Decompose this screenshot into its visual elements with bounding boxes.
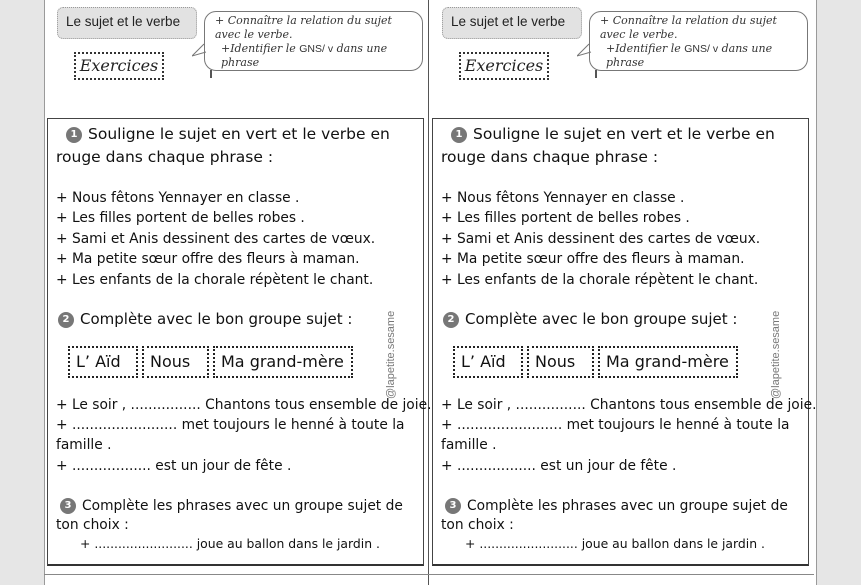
ex3-line1: Complète les phrases avec un groupe sujet de — [82, 498, 403, 514]
exercises-label: Exercices — [459, 52, 549, 80]
exercise-1-instruction — [56, 123, 421, 169]
ex1-line1: Souligne le sujet en vert et le verbe en — [88, 125, 390, 143]
choice-grand-mere: Ma grand-mère — [213, 346, 353, 378]
objectives-bubble — [204, 11, 423, 71]
ex3-line2: ton choix : — [441, 517, 514, 533]
fill-sentence-2: + ........................ met toujours le henné à toute la — [56, 417, 405, 433]
fill-sentence-3: + .................. est un jour de fête . — [441, 458, 677, 474]
objective-2 — [215, 42, 416, 70]
bubble-tick — [595, 70, 597, 78]
fill-sentence-1: + Le soir , ................ Chantons tous ensemble de joie. — [441, 397, 817, 413]
watermark: @lapetite.sesame — [385, 310, 397, 399]
worksheet-right — [429, 0, 817, 585]
sentence-1: + Nous fêtons Yennayer en classe . — [56, 190, 300, 206]
ex3-line1: Complète les phrases avec un groupe sujet de — [467, 498, 788, 514]
exercise-1-number: 1 — [66, 127, 82, 143]
exercise-2-instruction — [443, 310, 738, 328]
objective-2-post: dans une phrase — [221, 42, 388, 69]
sentence-4: + Ma petite sœur offre des fleurs à maman. — [441, 251, 745, 267]
footer-line — [429, 574, 814, 575]
objective-2-gns: GNS/ v — [299, 43, 334, 55]
sentence-5: + Les enfants de la chorale répètent le chant. — [441, 272, 759, 288]
exercise-box — [432, 118, 817, 566]
objective-1-cont: avec le verbe. — [600, 28, 678, 41]
fill-sentence-2: + ........................ met toujours le henné à toute la — [441, 417, 790, 433]
fill-sentence-2-cont: famille . — [56, 437, 112, 453]
objective-2 — [600, 42, 801, 70]
objective-2-post: dans une phrase — [606, 42, 773, 69]
exercise-3-sentence: + ......................... joue au ballon dans le jardin . — [80, 536, 380, 551]
ex2-text: Complète avec le bon groupe sujet : — [80, 310, 353, 328]
exercise-3-sentence: + ......................... joue au ballon dans le jardin . — [465, 536, 765, 551]
exercises-label: Exercices — [74, 52, 164, 80]
exercise-1-number: 1 — [451, 127, 467, 143]
ex3-line2: ton choix : — [56, 517, 129, 533]
objective-1: + Connaître la relation du sujet — [600, 14, 777, 27]
sentence-1: + Nous fêtons Yennayer en classe . — [441, 190, 685, 206]
choice-nous: Nous — [527, 346, 594, 378]
ex1-line2: rouge dans chaque phrase : — [441, 148, 659, 166]
exercise-box — [47, 118, 432, 566]
exercise-3-instruction — [56, 497, 421, 535]
sentence-2: + Les filles portent de belles robes . — [56, 210, 305, 226]
fill-sentence-1: + Le soir , ................ Chantons tous ensemble de joie. — [56, 397, 432, 413]
footer-line — [44, 574, 429, 575]
exercise-3-number: 3 — [445, 498, 461, 514]
topic-label: Le sujet et le verbe — [57, 7, 197, 39]
exercise-3-instruction — [441, 497, 806, 535]
exercise-2-instruction — [58, 310, 353, 328]
choice-grand-mere: Ma grand-mère — [598, 346, 738, 378]
choice-aid: L’ Aïd — [68, 346, 138, 378]
sentence-3: + Sami et Anis dessinent des cartes de vœux. — [441, 231, 761, 247]
choice-aid: L’ Aïd — [453, 346, 523, 378]
objective-1-cont: avec le verbe. — [215, 28, 293, 41]
exercise-1-instruction — [441, 123, 806, 169]
sentence-2: + Les filles portent de belles robes . — [441, 210, 690, 226]
ex1-line2: rouge dans chaque phrase : — [56, 148, 274, 166]
worksheet-left — [44, 0, 432, 585]
topic-label: Le sujet et le verbe — [442, 7, 582, 39]
sentence-5: + Les enfants de la chorale répètent le chant. — [56, 272, 374, 288]
choice-nous: Nous — [142, 346, 209, 378]
sentence-4: + Ma petite sœur offre des fleurs à maman. — [56, 251, 360, 267]
objective-2-gns: GNS/ v — [684, 43, 719, 55]
fill-sentence-2-cont: famille . — [441, 437, 497, 453]
ex1-line1: Souligne le sujet en vert et le verbe en — [473, 125, 775, 143]
exercise-2-number: 2 — [443, 312, 459, 328]
bubble-tick — [210, 70, 212, 78]
watermark: @lapetite.sesame — [770, 310, 782, 399]
objective-2-pre: +Identifier le — [606, 42, 685, 55]
exercise-3-number: 3 — [60, 498, 76, 514]
fill-sentence-3: + .................. est un jour de fête . — [56, 458, 292, 474]
objective-1: + Connaître la relation du sujet — [215, 14, 392, 27]
exercise-2-number: 2 — [58, 312, 74, 328]
objectives-bubble — [589, 11, 808, 71]
ex2-text: Complète avec le bon groupe sujet : — [465, 310, 738, 328]
objective-2-pre: +Identifier le — [221, 42, 300, 55]
sentence-3: + Sami et Anis dessinent des cartes de vœux. — [56, 231, 376, 247]
